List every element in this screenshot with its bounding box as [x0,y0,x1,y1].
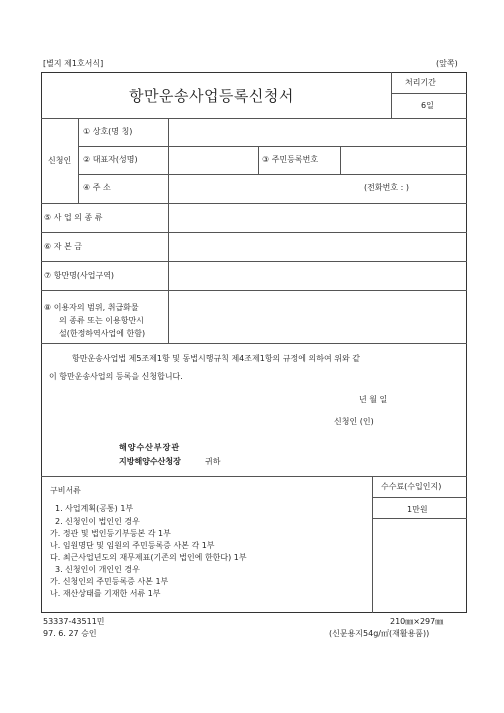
row-line [41,203,467,204]
document-item: 가. 신청인의 주민등록증 사본 1부 [50,577,169,586]
business-type-label: ⑤ 사 업 의 종 류 [44,213,103,222]
row-line [41,118,467,119]
fee-value: 1만원 [407,505,428,514]
scope-label-line: 의 종류 또는 이용항만시 [59,316,144,325]
fee-line [372,518,467,519]
name-divider [168,118,169,146]
documents-title: 구비서류 [50,486,81,495]
scope-divider [168,290,169,343]
row-line [41,343,467,344]
applicant-signature: 신청인 (인) [334,417,374,426]
document-item: 2. 신청인이 법인인 경우 [55,517,140,526]
capital-label: ⑥ 자 본 금 [44,242,82,251]
name-label: ① 상호(명 칭) [83,127,133,136]
scope-label-line: 설(한정하역사업에 한함) [59,329,146,338]
port-divider [168,261,169,290]
applicant-section-label: 신청인 [48,156,72,165]
row-line [41,232,467,233]
processing-divider [391,72,392,118]
id-divider-right [340,146,341,174]
business-divider [168,203,169,232]
address-label: ④ 주 소 [83,183,111,192]
row-line [41,476,467,477]
document-item: 3. 신청인이 개인인 경우 [55,565,140,574]
document-item: 나. 재산상태를 기재한 서류 1부 [50,589,161,598]
processing-label: 처리기간 [405,78,436,87]
statement-line: 이 항만운송사업의 등록을 신청합니다. [49,372,183,381]
row-line [78,174,467,175]
processing-line [391,93,467,94]
applicant-divider [78,118,79,203]
processing-value: 6일 [421,101,434,110]
recipient-minister: 해양수산부장관 [119,443,181,452]
row-line [78,146,467,147]
resident-id-label: ③ 주민등록번호 [262,155,319,164]
phone-label: (전화번호 : ) [364,183,409,192]
document-item: 1. 사업계획(공통) 1부 [55,504,134,513]
row-line [41,261,467,262]
form-title: 항만운송사업등록신청서 [129,87,294,105]
addr-divider [168,174,169,203]
rep-divider [168,146,169,174]
footer-paper-spec: (신문용지54g/㎡(재활용품)) [329,629,430,638]
recipient-suffix: 귀하 [205,457,221,466]
representative-label: ② 대표자(성명) [83,155,138,164]
port-label: ⑦ 항만명(사업구역) [44,271,115,280]
footer-paper-size: 210㎜×297㎜ [390,617,444,626]
page-side-label: (앞쪽) [436,59,458,68]
capital-divider [168,232,169,261]
document-item: 가. 정관 및 법인등기부등본 각 1부 [50,529,171,538]
statement-line: 항만운송사업법 제5조제1항 및 동법시행규칙 제4조제1항의 규정에 의하여 위와 같 [72,354,360,363]
document-item: 나. 임원명단 및 임원의 주민등록증 사본 각 1부 [50,541,215,550]
row-line [41,290,467,291]
fee-line [372,497,467,498]
footer-code: 53337-43511민 [43,617,105,626]
document-item: 다. 최근사업년도의 재무제표(기존의 법인에 한한다) 1부 [50,553,247,562]
recipient-office: 지방해양수산청장 [119,457,181,466]
date-line: 년 월 일 [359,395,388,404]
id-divider-left [258,146,259,174]
footer-approval: 97. 6. 27 승인 [43,629,97,638]
form-number: [별지 제1호서식] [43,59,104,68]
fee-label: 수수료(수입인지) [381,482,442,491]
scope-label-line: ⑧ 이용자의 범위, 취급화물 [44,303,139,312]
